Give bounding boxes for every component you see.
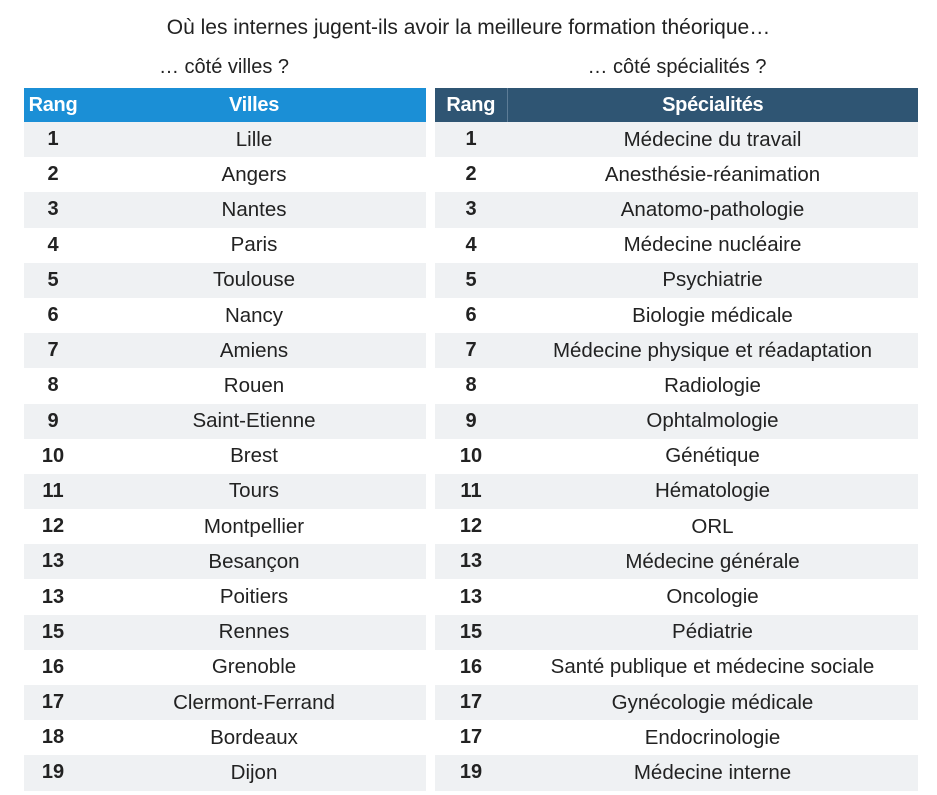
rank-cell: 3	[24, 192, 82, 227]
table-row	[435, 368, 918, 403]
table-row	[24, 439, 426, 474]
rank-cell: 11	[435, 474, 507, 509]
table-row	[24, 333, 426, 368]
rank-cell: 5	[24, 263, 82, 298]
specialty-cell: Radiologie	[507, 368, 918, 403]
city-cell: Rennes	[82, 615, 426, 650]
table-row	[24, 509, 426, 544]
rank-cell: 13	[24, 544, 82, 579]
table-row	[24, 544, 426, 579]
city-cell: Poitiers	[82, 579, 426, 614]
city-cell: Montpellier	[82, 509, 426, 544]
table-row	[435, 228, 918, 263]
rank-cell: 17	[435, 720, 507, 755]
header-cities: Villes	[82, 88, 426, 122]
rank-cell: 13	[435, 544, 507, 579]
city-cell: Brest	[82, 439, 426, 474]
rank-cell: 12	[435, 509, 507, 544]
city-cell: Amiens	[82, 333, 426, 368]
table-row	[24, 122, 426, 157]
rank-cell: 8	[435, 368, 507, 403]
table-row	[24, 720, 426, 755]
rank-cell: 19	[24, 755, 82, 790]
rank-cell: 17	[435, 685, 507, 720]
table-row	[24, 650, 426, 685]
table-row	[435, 333, 918, 368]
table-row	[24, 615, 426, 650]
specialties-table-body	[435, 122, 918, 791]
table-row	[24, 579, 426, 614]
table-row	[24, 474, 426, 509]
subtitle-specialties: … côté spécialités ?	[587, 56, 767, 78]
city-cell: Tours	[82, 474, 426, 509]
rank-cell: 11	[24, 474, 82, 509]
specialties-table	[435, 88, 918, 791]
city-cell: Toulouse	[82, 263, 426, 298]
city-cell: Lille	[82, 122, 426, 157]
table-row	[24, 228, 426, 263]
header-specialties: Spécialités	[507, 88, 918, 122]
table-header-row	[24, 88, 426, 122]
table-row	[24, 755, 426, 790]
table-row	[24, 298, 426, 333]
rank-cell: 9	[24, 404, 82, 439]
table-row	[435, 439, 918, 474]
header-rank: Rang	[435, 88, 507, 122]
specialty-cell: Ophtalmologie	[507, 404, 918, 439]
city-cell: Bordeaux	[82, 720, 426, 755]
table-row	[435, 509, 918, 544]
header-rank: Rang	[24, 88, 82, 122]
city-cell: Nantes	[82, 192, 426, 227]
table-row	[435, 615, 918, 650]
specialty-cell: Médecine du travail	[507, 122, 918, 157]
specialty-cell: Oncologie	[507, 579, 918, 614]
table-row	[435, 404, 918, 439]
rank-cell: 5	[435, 263, 507, 298]
rank-cell: 6	[435, 298, 507, 333]
rank-cell: 1	[435, 122, 507, 157]
rank-cell: 13	[24, 579, 82, 614]
table-row	[435, 544, 918, 579]
rank-cell: 15	[24, 615, 82, 650]
rank-cell: 8	[24, 368, 82, 403]
table-row	[435, 298, 918, 333]
rank-cell: 3	[435, 192, 507, 227]
table-row	[435, 157, 918, 192]
table-row	[24, 685, 426, 720]
rank-cell: 18	[24, 720, 82, 755]
rank-cell: 2	[24, 157, 82, 192]
city-cell: Grenoble	[82, 650, 426, 685]
city-cell: Clermont-Ferrand	[82, 685, 426, 720]
table-row	[435, 474, 918, 509]
specialty-cell: Médecine interne	[507, 755, 918, 790]
table-row	[435, 650, 918, 685]
city-cell: Nancy	[82, 298, 426, 333]
specialty-cell: Endocrinologie	[507, 720, 918, 755]
table-row	[435, 579, 918, 614]
rank-cell: 16	[435, 650, 507, 685]
chart-title: Où les internes jugent-ils avoir la meilleure formation théorique…	[166, 16, 771, 39]
specialty-cell: Biologie médicale	[507, 298, 918, 333]
table-row	[24, 263, 426, 298]
specialty-cell: Pédiatrie	[507, 615, 918, 650]
specialty-cell: Santé publique et médecine sociale	[507, 650, 918, 685]
city-cell: Besançon	[82, 544, 426, 579]
specialty-cell: Gynécologie médicale	[507, 685, 918, 720]
rank-cell: 7	[24, 333, 82, 368]
cities-table	[24, 88, 426, 791]
table-row	[24, 157, 426, 192]
table-row	[435, 263, 918, 298]
specialty-cell: Anatomo-pathologie	[507, 192, 918, 227]
city-cell: Saint-Etienne	[82, 404, 426, 439]
rank-cell: 13	[435, 579, 507, 614]
specialty-cell: ORL	[507, 509, 918, 544]
specialty-cell: Hématologie	[507, 474, 918, 509]
table-row	[24, 192, 426, 227]
specialty-cell: Anesthésie-réanimation	[507, 157, 918, 192]
city-cell: Rouen	[82, 368, 426, 403]
rank-cell: 10	[435, 439, 507, 474]
table-row	[24, 404, 426, 439]
rank-cell: 19	[435, 755, 507, 790]
rank-cell: 17	[24, 685, 82, 720]
rank-cell: 9	[435, 404, 507, 439]
rank-cell: 6	[24, 298, 82, 333]
rank-cell: 4	[24, 228, 82, 263]
cities-table-body	[24, 122, 426, 791]
table-row	[435, 122, 918, 157]
city-cell: Dijon	[82, 755, 426, 790]
rank-cell: 2	[435, 157, 507, 192]
specialty-cell: Génétique	[507, 439, 918, 474]
table-row	[24, 368, 426, 403]
specialty-cell: Médecine générale	[507, 544, 918, 579]
rank-cell: 15	[435, 615, 507, 650]
rank-cell: 10	[24, 439, 82, 474]
table-row	[435, 755, 918, 790]
subtitle-cities: … côté villes ?	[158, 56, 290, 78]
city-cell: Paris	[82, 228, 426, 263]
table-row	[435, 192, 918, 227]
table-row	[435, 685, 918, 720]
specialty-cell: Médecine physique et réadaptation	[507, 333, 918, 368]
specialty-cell: Médecine nucléaire	[507, 228, 918, 263]
table-header-row	[435, 88, 918, 122]
specialty-cell: Psychiatrie	[507, 263, 918, 298]
rank-cell: 7	[435, 333, 507, 368]
city-cell: Angers	[82, 157, 426, 192]
rank-cell: 4	[435, 228, 507, 263]
rank-cell: 12	[24, 509, 82, 544]
rank-cell: 16	[24, 650, 82, 685]
table-row	[435, 720, 918, 755]
rank-cell: 1	[24, 122, 82, 157]
